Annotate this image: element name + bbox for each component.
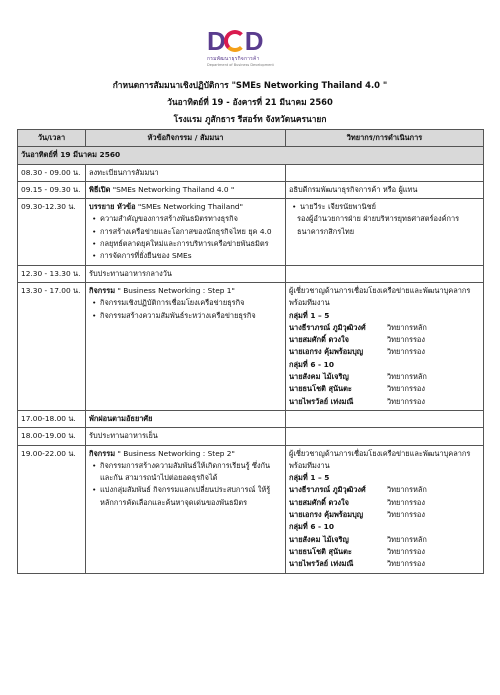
speaker-name: นายธนโชติ สุนันตะ: [289, 546, 352, 556]
speaker-name: นายสังคม ไม้เจริญ: [289, 372, 349, 382]
table-row: [18, 428, 484, 445]
speaker-role: วิทยากรรอง: [387, 384, 425, 394]
group-label: กลุ่มที่ 6 - 10: [289, 359, 334, 369]
speaker-name: นายสังคม ไม้เจริญ: [289, 534, 349, 544]
topic-prefix: บรรยาย หัวข้อ: [89, 202, 136, 212]
speaker-entry: [289, 346, 480, 358]
row-time: 19.00-22.00 น.: [18, 445, 86, 573]
speaker-role: วิทยากรรอง: [387, 335, 425, 345]
topic-text: "SMEs Networking Thailand": [135, 202, 243, 212]
row-speaker: [286, 265, 484, 282]
row-topic: รับประทานอาหารกลางวัน: [86, 265, 286, 282]
row-speaker: [286, 282, 484, 410]
speaker-role: วิทยากรหลัก: [387, 372, 427, 382]
speaker-org: ธนาคารกสิกรไทย: [297, 226, 355, 236]
speaker-role: วิทยากรรอง: [387, 497, 425, 507]
speaker-name: • นายวีระ เจียรนัยพานิชย์: [291, 201, 480, 213]
row-speaker: [286, 164, 484, 181]
topic-prefix: พิธีเปิด: [89, 184, 111, 194]
speaker-role: วิทยากรรอง: [387, 347, 425, 357]
list-item: • กลยุทธ์ตลาดยุคใหม่และการบริหารเครือข่ายพันธมิตร: [91, 238, 282, 250]
speaker-role: วิทยากรรอง: [387, 510, 425, 520]
group-label: กลุ่มที่ 1 – 5: [289, 310, 330, 320]
list-item: • ความสำคัญของการสร้างพันธมิตรทางธุรกิจ: [91, 213, 282, 225]
speaker-entry: [289, 371, 480, 383]
schedule-table: [17, 129, 484, 574]
table-row: [18, 265, 484, 282]
col-header-speaker: วิทยากร/การดำเนินการ: [286, 130, 484, 147]
document-header: [0, 77, 500, 128]
speaker-name: นายธนโชติ สุนันตะ: [289, 384, 352, 394]
logo-subtitle: กรมพัฒนาธุรกิจการค้า: [207, 56, 260, 62]
topic-prefix: กิจกรรม: [89, 285, 116, 295]
row-speaker: [286, 199, 484, 265]
group-label: กลุ่มที่ 6 - 10: [289, 522, 334, 532]
speaker-intro: พร้อมทีมงาน: [289, 460, 330, 470]
speaker-role: วิทยากรหลัก: [387, 322, 427, 332]
day-label: วันอาทิตย์ที่ 19 มีนาคม 2560: [18, 147, 484, 164]
row-time: 17.00-18.00 น.: [18, 410, 86, 427]
row-time: 09.15 - 09.30 น.: [18, 181, 86, 198]
col-header-time: วัน/เวลา: [18, 130, 86, 147]
speaker-name: นายสมศักดิ์ ดวงใจ: [289, 497, 349, 507]
speaker-entry: [289, 534, 480, 546]
row-topic: [86, 181, 286, 198]
speaker-entry: [289, 484, 480, 496]
speaker-entry: [289, 509, 480, 521]
topic-bullets: [89, 460, 282, 509]
row-topic: ลงทะเบียนการสัมมนา: [86, 164, 286, 181]
row-time: 18.00-19.00 น.: [18, 428, 86, 445]
speaker-title: รองผู้อำนวยการฝ่าย ฝ่ายบริหารยุทธศาสตร์องค์การ: [297, 214, 460, 224]
row-speaker: อธิบดีกรมพัฒนาธุรกิจการค้า หรือ ผู้แทน: [286, 181, 484, 198]
table-row: [18, 445, 484, 573]
row-time: 13.30 - 17.00 น.: [18, 282, 86, 410]
speaker-intro: ผู้เชี่ยวชาญด้านการเชื่อมโยงเครือข่ายและพัฒนาบุคลากร: [289, 448, 471, 458]
speaker-name: นายไพรวัลย์ เท่งมณี: [289, 559, 354, 569]
row-topic: รับประทานอาหารเย็น: [86, 428, 286, 445]
logo-swoosh-icon: [224, 30, 246, 52]
table-row: [18, 181, 484, 198]
row-topic: [86, 445, 286, 573]
list-item: • แบ่งกลุ่มสัมพันธ์ กิจกรรมแลกเปลี่ยนประสบการณ์ ให้รู้หลักการคัดเลือกและค้นหาจุดเด่นของพันธมิตร: [91, 484, 282, 509]
list-item: • กิจกรรมการสร้างความสัมพันธ์ให้เกิดการเรียนรู้ ซึ่งกันและกัน สามารถนำไปต่อยอดธุรกิจได้: [91, 460, 282, 485]
row-speaker: [286, 410, 484, 427]
speaker-intro: ผู้เชี่ยวชาญด้านการเชื่อมโยงเครือข่ายและพัฒนาบุคลากร: [289, 285, 471, 295]
speaker-entry: [289, 546, 480, 558]
logo-subtitle-en: Department of Business Development: [207, 63, 274, 67]
row-speaker: [286, 445, 484, 573]
row-topic: พักผ่อนตามอัธยาศัย: [86, 410, 286, 427]
speaker-role: วิทยากรรอง: [387, 546, 425, 556]
table-row: [18, 282, 484, 410]
table-row: [18, 199, 484, 265]
speaker-role: วิทยากรหลัก: [387, 534, 427, 544]
speaker-entry: [289, 396, 480, 408]
day-row: [18, 147, 484, 164]
topic-text: " Business Networking : Step 2": [115, 448, 235, 458]
dbd-logo: [207, 28, 297, 68]
speaker-entry: [289, 497, 480, 509]
row-topic: [86, 199, 286, 265]
header-title: กำหนดการสัมมนาเชิงปฏิบัติการ "SMEs Networking Thailand 4.0 ": [112, 80, 388, 90]
speaker-intro: พร้อมทีมงาน: [289, 298, 330, 308]
list-item: • การจัดการที่ยั่งยืนของ SMEs: [91, 250, 282, 262]
row-time: 12.30 - 13.30 น.: [18, 265, 86, 282]
speaker-name: นางธีราภรณ์ ภูมิวุฒิวงศ์: [289, 322, 366, 332]
speaker-entry: [289, 334, 480, 346]
list-item: • กิจกรรมสร้างความสัมพันธ์ระหว่างเครือข่ายธุรกิจ: [91, 310, 282, 322]
group-label: กลุ่มที่ 1 – 5: [289, 473, 330, 483]
header-date: วันอาทิตย์ที่ 19 - อังคารที่ 21 มีนาคม 2560: [167, 97, 333, 107]
speaker-name: นายเอกรง คุ้มพร้อมบุญ: [289, 347, 364, 357]
logo-wordmark: D D: [207, 26, 263, 56]
row-topic: [86, 282, 286, 410]
topic-text: " Business Networking : Step 1": [115, 285, 235, 295]
table-header-row: [18, 130, 484, 147]
speaker-role: วิทยากรหลัก: [387, 485, 427, 495]
topic-text: "SMEs Networking Thailand 4.0 ": [110, 184, 235, 194]
table-row: [18, 164, 484, 181]
list-item: • การสร้างเครือข่ายและโอกาสของนักธุรกิจไทย ยุค 4.0: [91, 226, 282, 238]
speaker-entry: [289, 322, 480, 334]
list-item: • กิจกรรมเชิงปฏิบัติการเชื่อมโยงเครือข่ายธุรกิจ: [91, 297, 282, 309]
table-row: [18, 410, 484, 427]
col-header-topic: หัวข้อกิจกรรม / สัมมนา: [86, 130, 286, 147]
row-speaker: [286, 428, 484, 445]
speaker-role: วิทยากรรอง: [387, 396, 425, 406]
row-time: 09.30-12.30 น.: [18, 199, 86, 265]
speaker-role: วิทยากรรอง: [387, 559, 425, 569]
topic-bullets: [89, 213, 282, 262]
row-time: 08.30 - 09.00 น.: [18, 164, 86, 181]
topic-bullets: [89, 297, 282, 322]
speaker-entry: [289, 383, 480, 395]
header-venue: โรงแรม ภูสักธาร รีสอร์ท จังหวัดนครนายก: [173, 114, 327, 124]
speaker-name: นางธีราภรณ์ ภูมิวุฒิวงศ์: [289, 485, 366, 495]
speaker-entry: [289, 558, 480, 570]
speaker-name: นายสมศักดิ์ ดวงใจ: [289, 335, 349, 345]
topic-prefix: กิจกรรม: [89, 448, 116, 458]
speaker-name: นายเอกรง คุ้มพร้อมบุญ: [289, 510, 364, 520]
speaker-name: นายไพรวัลย์ เท่งมณี: [289, 396, 354, 406]
